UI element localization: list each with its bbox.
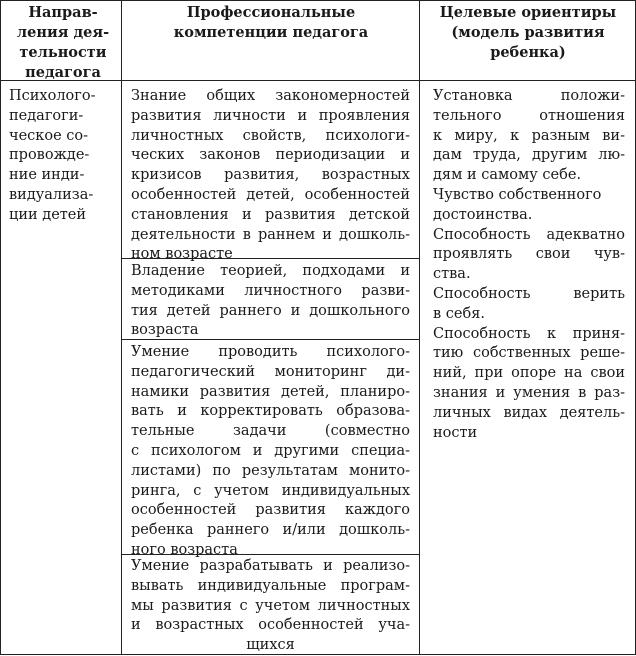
competency-line: Владение теорией, подходами и xyxy=(131,263,410,279)
competency-line: ринга, с учетом индивидуальных xyxy=(131,482,410,499)
competency-cell-1 xyxy=(131,87,410,265)
header-direction-line: ления дея- xyxy=(16,24,110,41)
goal-line: личных видах деятель- xyxy=(433,404,625,421)
competency-line: кризисов развития, возрастных xyxy=(131,167,410,184)
goal-line: Способность адекватно xyxy=(433,226,625,243)
competency-line: Умение проводить психолого- xyxy=(131,344,410,360)
competency-line: педагогический мониторинг ди- xyxy=(131,363,410,380)
competency-cell-3 xyxy=(131,343,410,561)
goal-line: Чувство собственного xyxy=(433,186,602,203)
goal-line: дам труда, другим лю- xyxy=(433,147,625,164)
header-direction-line: педагога xyxy=(25,64,101,81)
goal-line: дям и самому себе. xyxy=(433,167,582,184)
goal-line: ний, при опоре на свои xyxy=(433,365,625,382)
competency-line: методиками личностного разви- xyxy=(131,282,410,299)
competency-line: ребенка раннего и/или дошколь- xyxy=(131,522,410,539)
direction-line: ние инди- xyxy=(9,167,85,184)
column-divider-1 xyxy=(121,1,122,654)
column-divider-2 xyxy=(419,1,420,654)
header-competencies-line: Профессиональные xyxy=(186,4,356,21)
competency-line: тельные задачи (совместно xyxy=(131,423,410,440)
competency-line: вывать индивидуальные програм- xyxy=(131,577,410,594)
header-competencies-line: компетенции педагога xyxy=(173,24,369,41)
competency-cell-4 xyxy=(131,557,410,656)
competency-line: мы развития с учетом личностных xyxy=(131,597,410,614)
competency-line: ческих законов периодизации и xyxy=(131,147,410,164)
competency-line: ном возрасте xyxy=(131,246,233,263)
header-goals-line: (модель развития xyxy=(451,24,605,41)
competency-cell-2 xyxy=(131,262,410,341)
direction-line: ции детей xyxy=(9,206,87,223)
competency-line: намики развития детей, планиро- xyxy=(131,383,410,400)
competency-line: и возрастных особенностей уча- xyxy=(131,617,410,634)
competency-line: ного возраста xyxy=(131,541,238,558)
goal-line: ства. xyxy=(433,266,471,283)
goal-line: тельного отношения xyxy=(433,107,625,124)
goal-line: Установка положи- xyxy=(433,88,625,104)
competency-line: Умение разрабатывать и реализо- xyxy=(131,558,410,574)
direction-line: видуализа- xyxy=(9,186,94,203)
header-direction-line: Направ- xyxy=(28,4,98,21)
direction-line: провожде- xyxy=(9,147,90,164)
header-goals xyxy=(425,3,631,63)
goal-item-3 xyxy=(433,226,625,285)
goal-line: в себя. xyxy=(433,305,485,322)
goal-line: Способность верить xyxy=(433,285,625,302)
goal-item-4 xyxy=(433,285,625,325)
goal-item-5 xyxy=(433,325,625,444)
header-direction-line: тельности xyxy=(19,44,107,61)
competency-line: тия детей раннего и дошкольного xyxy=(131,302,410,319)
header-competencies xyxy=(129,3,413,43)
header-goals-line: Целевые ориентиры xyxy=(439,4,617,21)
goal-line: к миру, к разным ви- xyxy=(433,127,625,144)
header-direction xyxy=(9,3,117,83)
direction-line: педагоги- xyxy=(9,107,84,124)
competency-line: особенностей развития каждого xyxy=(131,502,410,519)
competency-line: вать и корректировать образова- xyxy=(131,403,410,420)
direction-line: Психолого- xyxy=(9,88,96,104)
competency-line: с психологом и другими специа- xyxy=(131,442,410,459)
goal-line: проявлять свои чув- xyxy=(433,246,625,263)
header-goals-line: ребенка) xyxy=(490,44,566,61)
goal-line: Способность к приня- xyxy=(433,325,625,342)
competency-line: Знание общих закономерностей xyxy=(131,88,410,104)
competency-line: становления и развития детской xyxy=(131,206,410,223)
goal-line: знания и умения в раз- xyxy=(433,384,625,401)
competency-line: возраста xyxy=(131,322,199,339)
competency-line: деятельности в раннем и дошколь- xyxy=(131,226,410,243)
goal-line: достоинства. xyxy=(433,206,533,223)
goal-item-1 xyxy=(433,87,625,186)
competency-line: листами) по результатам монито- xyxy=(131,462,410,479)
direction-cell xyxy=(9,87,119,226)
competency-line: щихся xyxy=(246,637,295,654)
competency-line: особенностей детей, особенностей xyxy=(131,186,410,203)
goal-item-2 xyxy=(433,186,625,226)
competency-line: развития личности и проявления xyxy=(131,107,410,124)
goal-line: ности xyxy=(433,424,478,441)
competency-line: личностных свойств, психологи- xyxy=(131,127,410,144)
goals-cell xyxy=(433,87,625,443)
goal-line: тию собственных реше- xyxy=(433,345,625,362)
direction-line: ческое со- xyxy=(9,127,89,144)
